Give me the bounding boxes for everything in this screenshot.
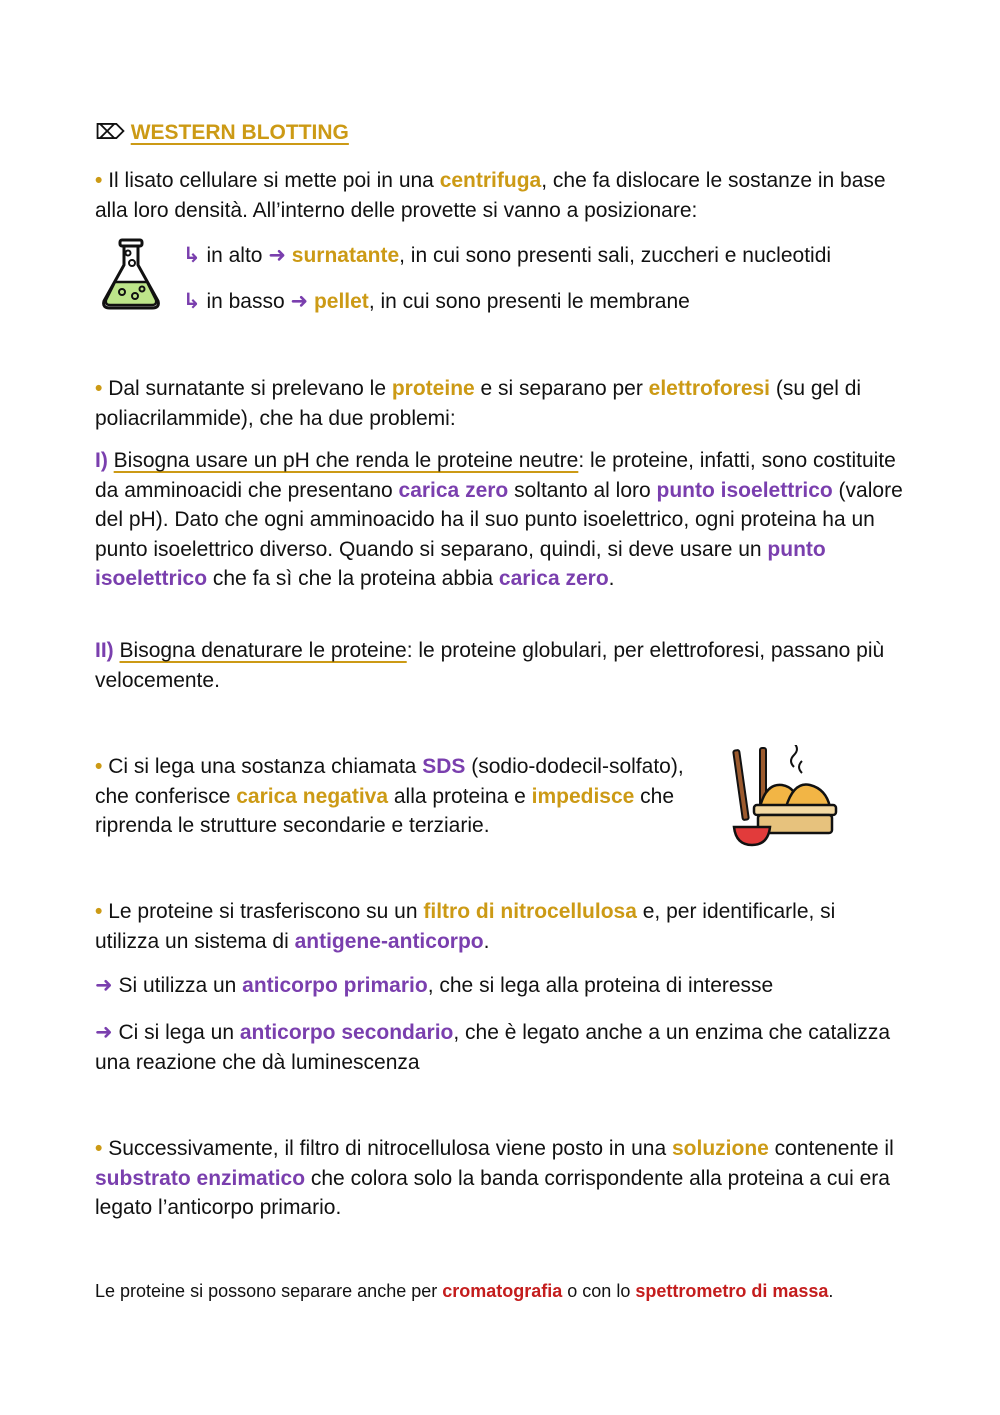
footer-note: Le proteine si possono separare anche per cromatografia o con lo spettrometro di massa. <box>95 1281 834 1301</box>
paragraph-sds: • Ci si lega una sostanza chiamata SDS (sodio-dodecil-solfato), che conferisce carica negativa alla proteina e impedisce che riprenda le strutture secondarie e terziarie. <box>95 755 684 837</box>
list-item-surnatante: ↳ in alto ➜ surnatante, in cui sono presenti sali, zuccheri e nucleotidi <box>183 244 832 267</box>
dumplings-icon <box>730 745 840 853</box>
paragraph-problema-1: I) Bisogna usare un pH che renda le proteine neutre: le proteine, infatti, sono costituite da amminoacidi che presentano carica zero soltanto al loro punto isoelettrico (valore del pH). Dato che ogni amminoacido ha il suo punto isoelettrico, ogni proteina ha un punto isoelettrico diverso. Quando si separano, quindi, si deve usare un punto isoelettrico che fa sì che la proteina abbia carica zero. <box>95 449 903 590</box>
paragraph-anticorpo-primario: ➜ Si utilizza un anticorpo primario, che si lega alla proteina di interesse <box>95 974 774 997</box>
list-item-pellet: ↳ in basso ➜ pellet, in cui sono presenti le membrane <box>183 290 690 313</box>
paragraph-elettroforesi: • Dal surnatante si prelevano le proteine e si separano per elettroforesi (su gel di poliacrilammide), che ha due problemi: <box>95 377 862 430</box>
paragraph-centrifuga: • Il lisato cellulare si mette poi in una centrifuga, che fa dislocare le sostanze in base alla loro densità. All’interno delle provette si vanno a posizionare: <box>95 169 886 222</box>
paragraph-problema-2: II) Bisogna denaturare le proteine: le proteine globulari, per elettroforesi, passano più velocemente. <box>95 639 885 692</box>
paragraph-substrato: • Successivamente, il filtro di nitrocellulosa viene posto in una soluzione contenente il substrato enzimatico che colora solo la banda corrispondente alla proteina a cui era legato l’anticorpo primario. <box>95 1137 894 1219</box>
flask-icon <box>98 237 164 313</box>
paragraph-anticorpo-secondario: ➜ Ci si lega un anticorpo secondario, che è legato anche a un enzima che catalizza una reazione che dà luminescenza <box>95 1021 891 1074</box>
erase-icon: ⌦ <box>95 121 125 144</box>
paragraph-nitrocellulosa: • Le proteine si trasferiscono su un filtro di nitrocellulosa e, per identificarle, si utilizza un sistema di antigene-anticorpo. <box>95 900 836 953</box>
section-title-text: WESTERN BLOTTING <box>130 121 349 144</box>
section-title <box>95 120 349 145</box>
